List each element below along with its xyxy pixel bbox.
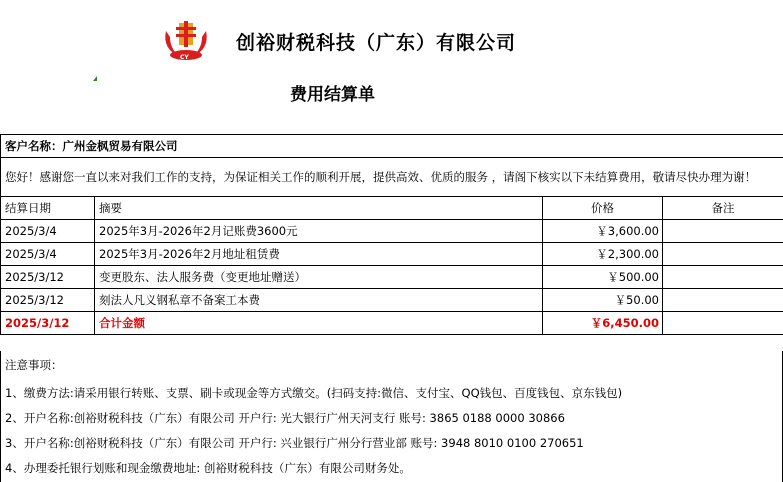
total-row xyxy=(1,312,783,335)
row-summary: 2025年3月-2026年2月记账费3600元 xyxy=(95,220,543,243)
table-row xyxy=(1,220,783,243)
total-date: 2025/3/12 xyxy=(1,312,95,335)
document-header xyxy=(0,0,783,130)
table-row xyxy=(1,243,783,266)
table-row xyxy=(1,266,783,289)
customer-cell xyxy=(1,135,783,158)
row-date: 2025/3/4 xyxy=(1,220,95,243)
total-label: 合计金额 xyxy=(95,312,543,335)
row-remark xyxy=(663,243,783,266)
col-header-date: 结算日期 xyxy=(1,197,95,220)
document-title: 费用结算单 xyxy=(290,85,375,105)
row-remark xyxy=(663,220,783,243)
col-header-summary: 摘要 xyxy=(95,197,543,220)
row-summary: 变更股东、法人服务费（变更地址赠送） xyxy=(95,266,543,289)
col-header-remark: 备注 xyxy=(663,197,783,220)
row-price: ￥3,600.00 xyxy=(543,220,663,243)
notes-title: 注意事项： xyxy=(5,358,63,372)
svg-text:CY: CY xyxy=(180,54,189,61)
customer-name: 广州金枫贸易有限公司 xyxy=(62,139,178,153)
company-logo-icon xyxy=(160,19,212,61)
cell-marker-icon xyxy=(93,76,97,81)
row-remark xyxy=(663,266,783,289)
table-row xyxy=(1,289,783,312)
total-remark xyxy=(663,312,783,335)
greeting-row xyxy=(1,158,783,197)
row-summary: 刻法人凡义钢私章不备案工本费 xyxy=(95,289,543,312)
company-name: 创裕财税科技（广东）有限公司 xyxy=(236,32,517,54)
settlement-table xyxy=(0,134,783,335)
row-remark xyxy=(663,289,783,312)
note-item: 4、办理委托银行划账和现金缴费地址: 创裕财税科技（广东）有限公司财务处。 xyxy=(5,461,411,475)
row-date: 2025/3/12 xyxy=(1,266,95,289)
row-date: 2025/3/4 xyxy=(1,243,95,266)
greeting-text: 您好！感谢您一直以来对我们工作的支持，为保证相关工作的顺利开展，提供高效、优质的服务 ，请阁下核实以下未结算费用，敬请尽快办理为谢！ xyxy=(1,158,783,197)
note-item: 1、缴费方法:请采用银行转账、支票、刷卡或现金等方式缴交。(扫码支持:微信、支付宝、QQ钱包、百度钱包、京东钱包) xyxy=(5,386,623,400)
col-header-price: 价格 xyxy=(543,197,663,220)
customer-row xyxy=(1,135,783,158)
note-item: 3、开户名称:创裕财税科技（广东）有限公司 开户行: 兴业银行广州分行营业部 账号: 3948 8010 0100 270651 xyxy=(5,436,584,450)
customer-label: 客户名称： xyxy=(5,139,63,153)
notes-section xyxy=(0,351,783,482)
row-price: ￥2,300.00 xyxy=(543,243,663,266)
row-price: ￥50.00 xyxy=(543,289,663,312)
row-price: ￥500.00 xyxy=(543,266,663,289)
header-row xyxy=(1,197,783,220)
total-amount: ￥6,450.00 xyxy=(543,312,663,335)
row-date: 2025/3/12 xyxy=(1,289,95,312)
row-summary: 2025年3月-2026年2月地址租赁费 xyxy=(95,243,543,266)
note-item: 2、开户名称:创裕财税科技（广东）有限公司 开户行: 光大银行广州天河支行 账号: 3865 0188 0000 30866 xyxy=(5,411,565,425)
